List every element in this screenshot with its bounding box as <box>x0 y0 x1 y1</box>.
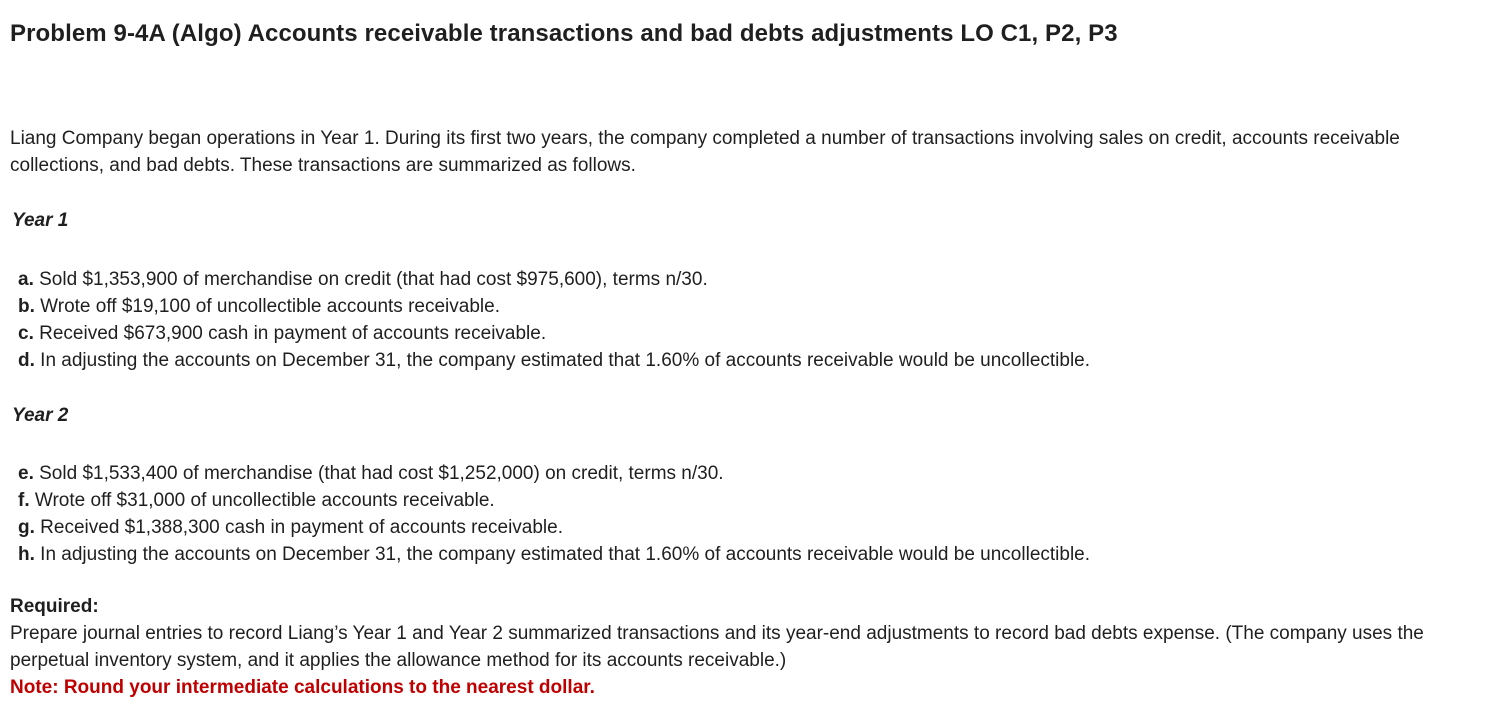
transaction-e <box>18 460 1090 487</box>
transaction-f <box>18 487 1090 514</box>
transaction-letter: d. <box>18 350 35 371</box>
transaction-letter: e. <box>18 463 34 484</box>
transaction-text: Sold $1,353,900 of merchandise on credit (that had cost $975,600), terms n/30. <box>33 269 708 290</box>
problem-title: Problem 9-4A (Algo) Accounts receivable transactions and bad debts adjustments LO C1, P2, P3 <box>10 20 1118 47</box>
transaction-text: Sold $1,533,400 of merchandise (that had cost $1,252,000) on credit, terms n/30. <box>33 463 724 484</box>
transaction-text: In adjusting the accounts on December 31, the company estimated that 1.60% of accounts receivable would be uncollectible. <box>34 350 1091 371</box>
rounding-note: Note: Round your intermediate calculations to the nearest dollar. <box>10 677 595 698</box>
transaction-text: Wrote off $19,100 of uncollectible accounts receivable. <box>34 296 500 317</box>
transaction-c <box>18 320 1090 347</box>
transaction-letter: f. <box>18 490 30 511</box>
transaction-d <box>18 347 1090 374</box>
transaction-text: Wrote off $31,000 of uncollectible accounts receivable. <box>29 490 495 511</box>
transaction-a <box>18 266 1090 293</box>
required-instructions: Prepare journal entries to record Liang’s Year 1 and Year 2 summarized transactions and its year-end adjustments to record bad debts expense. (The company uses the perpetual inventory system, and it applies the allowance method for its accounts receivable.) <box>10 623 1424 671</box>
transaction-text: In adjusting the accounts on December 31, the company estimated that 1.60% of accounts receivable would be uncollectible. <box>34 544 1091 565</box>
year2-heading: Year 2 <box>12 405 69 426</box>
transaction-text: Received $1,388,300 cash in payment of accounts receivable. <box>34 517 563 538</box>
transaction-text: Received $673,900 cash in payment of accounts receivable. <box>33 323 547 344</box>
transaction-letter: g. <box>18 517 35 538</box>
transaction-letter: a. <box>18 269 34 290</box>
transaction-letter: c. <box>18 323 34 344</box>
transaction-b <box>18 293 1090 320</box>
transaction-letter: h. <box>18 544 35 565</box>
transaction-g <box>18 514 1090 541</box>
year1-heading: Year 1 <box>12 210 69 231</box>
year2-transaction-list <box>18 460 1090 568</box>
required-section <box>10 593 1470 701</box>
required-heading: Required: <box>10 596 99 617</box>
problem-intro: Liang Company began operations in Year 1. During its first two years, the company completed a number of transactions involving sales on credit, accounts receivable collections, and bad debts. These transactions are summarized as follows. <box>10 128 1400 176</box>
year1-transaction-list <box>18 266 1090 374</box>
transaction-letter: b. <box>18 296 35 317</box>
transaction-h <box>18 541 1090 568</box>
